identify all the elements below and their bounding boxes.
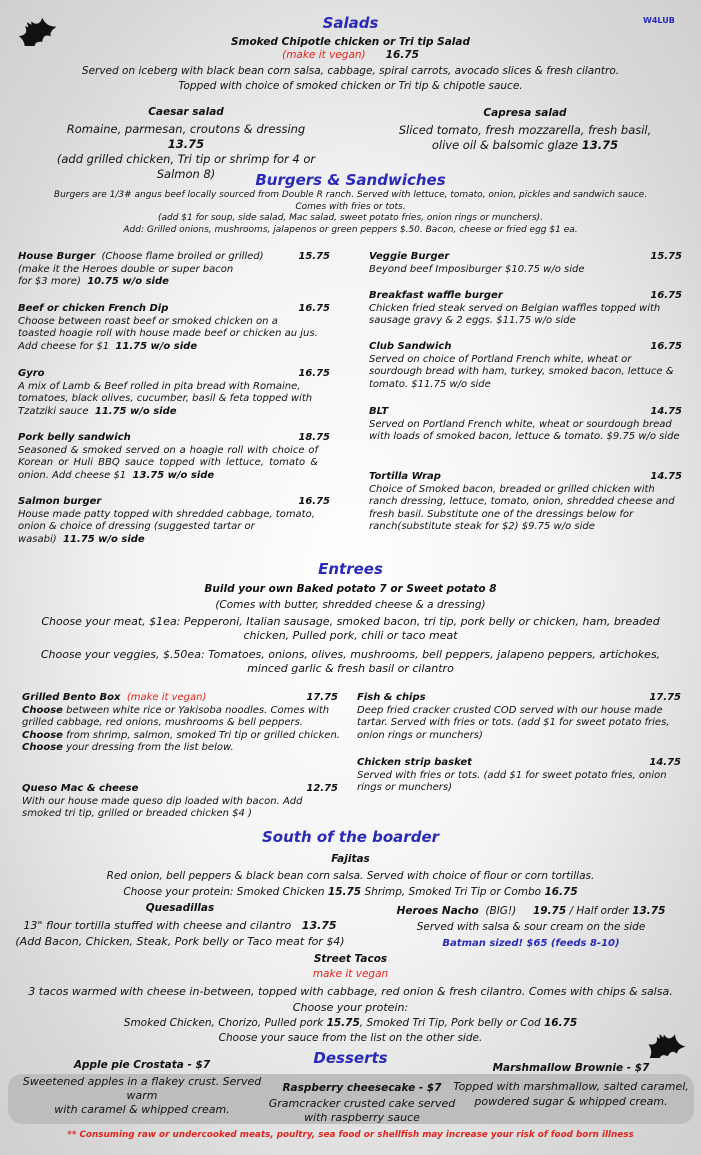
burgers-intro-4: Add: Grilled onions, mushrooms, jalapenos or green peppers $.50. Bacon, cheese or fried egg $1 ea. — [123, 224, 578, 235]
nacho-half: / Half order — [566, 905, 633, 917]
chipotle-salad — [0, 36, 701, 93]
menu-item — [22, 783, 338, 821]
menu-item — [18, 303, 330, 353]
choose-word: Choose — [22, 742, 63, 753]
potato-section — [20, 583, 681, 676]
item-name: Breakfast waffle burger — [369, 290, 503, 301]
fajitas-price: 16.75 — [544, 886, 578, 898]
item-desc: Choice of Smoked bacon, breaded or grilled chicken with ranch dressing, lettuce, tomato, onion, shredded cheese and fresh basil. Substitute one of the dressings below for ranch(substitute steak for $2) $9.75 w/o side — [369, 483, 675, 532]
cheesecake-name: Raspberry cheesecake - $7 — [282, 1082, 442, 1094]
item-price: 16.75 — [650, 290, 682, 301]
apple-line2: warm — [126, 1089, 158, 1102]
burgers-intro — [0, 190, 701, 236]
potato-title: Build your own Baked potato 7 or Sweet potato 8 — [204, 583, 497, 595]
nacho-desc: Served with salsa & sour cream on the side — [416, 921, 646, 933]
item-price: 16.75 — [650, 341, 682, 352]
item-tail: 11.75 w/o side — [63, 533, 145, 545]
menu-item — [357, 692, 681, 742]
caesar-line3: Salmon 8) — [156, 167, 216, 181]
tacos-vegan: make it vegan — [312, 968, 389, 980]
item-desc: Choose between roast beef or smoked chicken on a toasted hoagie roll with house made beef or chicken au jus. Add cheese for $1 — [18, 315, 318, 352]
item-price: 16.75 — [298, 303, 330, 314]
tacos-options: Smoked Chicken, Chorizo, Pulled pork — [123, 1017, 327, 1029]
item-desc: A mix of Lamb & Beef rolled in pita bread with Romaine, tomatoes, black olives, cucumber, basil & feta topped with Tzatziki sauce — [18, 380, 313, 417]
chipotle-desc2: Topped with choice of smoked chicken or Tri tip & chipotle sauce. — [178, 80, 523, 92]
burgers-intro-2: Comes with fries or tots. — [295, 201, 406, 212]
caprese-name: Capresa salad — [483, 107, 567, 119]
item-name: Chicken strip basket — [357, 757, 472, 768]
item-name: Queso Mac & cheese — [22, 783, 139, 794]
item-name: Tortilla Wrap — [369, 471, 441, 482]
dessert-brownie — [448, 1062, 694, 1109]
item-desc: Served with fries or tots. (add $1 for sweet potato fries, onion rings or munchers) — [357, 769, 667, 793]
item-desc: (make it the Heroes double or super bacon — [18, 263, 234, 275]
potato-meat: Choose your meat, $1ea: Pepperoni, Italian sausage, smoked bacon, tri tip, pork belly or chicken, ham, breaded chicken, Pulled pork, chili or taco meat — [41, 615, 660, 642]
caesar-name: Caesar salad — [148, 106, 224, 118]
chipotle-salad-name: Smoked Chipotle chicken or Tri tip Salad — [230, 36, 471, 48]
caesar-price: 13.75 — [167, 137, 205, 151]
fajitas-desc: Red onion, bell peppers & black bean corn salsa. Served with choice of flour or corn tortillas. — [106, 870, 595, 882]
item-price: 14.75 — [649, 757, 681, 768]
menu-item — [369, 290, 682, 328]
item-price: 15.75 — [298, 251, 330, 262]
menu-item — [369, 406, 682, 444]
cheesecake-line1: Gramcracker crusted cake served — [268, 1097, 456, 1110]
item-name: Pork belly sandwich — [18, 432, 131, 443]
item-desc: Chicken fried steak served on Belgian waffles topped with sausage gravy & 2 eggs. $11.75 w/o side — [369, 302, 661, 326]
dessert-apple — [14, 1059, 270, 1117]
fajitas-protein: Shrimp, Smoked Tri Tip or Combo — [361, 886, 545, 898]
nacho-batman: Batman sized! $65 (feeds 8-10) — [442, 938, 620, 949]
item-name: Beef or chicken French Dip — [18, 303, 169, 314]
item-vegan: (make it vegan) — [126, 692, 207, 703]
food-safety-warning: ** Consuming raw or undercooked meats, poultry, sea food or shellfish may increase your risk of food born illness — [67, 1130, 634, 1140]
apple-line1: Sweetened apples in a flakey crust. Served — [22, 1075, 262, 1088]
choose-word: Choose — [22, 704, 63, 716]
tacos-name: Street Tacos — [313, 953, 388, 965]
salads-heading: Salads — [322, 14, 379, 32]
item-price: 16.75 — [298, 496, 330, 507]
item-desc: your dressing from the list below. — [62, 742, 234, 753]
caprese-price: 13.75 — [581, 138, 619, 152]
item-desc2: for $3 more) — [18, 276, 81, 287]
apple-line3: with caramel & whipped cream. — [54, 1103, 230, 1116]
cheesecake-line2: with raspberry sauce — [304, 1111, 420, 1124]
item-desc: Beyond beef Imposiburger $10.75 w/o side — [369, 263, 585, 275]
menu-item — [369, 251, 682, 276]
item-name: Gyro — [18, 368, 45, 379]
item-desc: Deep fried cracker crusted COD served with our house made tartar. Served with fries or tots. (add $1 for sweet potato fries, onion rings or munchers) — [357, 704, 670, 741]
potato-sub: (Comes with butter, shredded cheese & a dressing) — [215, 599, 486, 611]
item-desc: With our house made queso dip loaded with bacon. Add smoked tri tip, grilled or breaded chicken $4 ) — [22, 795, 303, 819]
chipotle-vegan: (make it vegan) — [282, 49, 366, 61]
nacho-big: (BIG!) — [485, 905, 517, 917]
item-price: 15.75 — [650, 251, 682, 262]
item-name: Salmon burger — [18, 496, 102, 507]
potato-veggies: Choose your veggies, $.50ea: Tomatoes, onions, olives, mushrooms, bell peppers, jalapeno peppers, artichokes, minced garlic & fresh basil or cilantro — [40, 648, 661, 675]
item-price: 16.75 — [298, 368, 330, 379]
item-name: Club Sandwich — [369, 341, 452, 352]
menu-item — [369, 341, 682, 391]
burgers-intro-3: (add $1 for soup, side salad, Mac salad, sweet potato fries, onion rings or munchers). — [157, 213, 544, 223]
quesadillas-line2: (Add Bacon, Chicken, Steak, Pork belly or Taco meat for $4) — [15, 935, 345, 948]
fajitas-protein: Choose your protein: Smoked Chicken — [123, 886, 328, 898]
tacos-protein: Choose your protein: — [292, 1001, 409, 1014]
corner-tag: W4LUB — [643, 16, 675, 25]
tacos-price: 16.75 — [544, 1017, 578, 1029]
tacos-desc: 3 tacos warmed with cheese in-between, topped with cabbage, red onion & fresh cilantro. Comes with chips & salsa. — [28, 985, 673, 998]
item-desc: Served on Portland French white, wheat or sourdough bread with loads of smoked bacon, lettuce & tomato. $9.75 w/o side — [369, 418, 680, 442]
chipotle-desc1: Served on iceberg with black bean corn salsa, cabbage, spiral carrots, avocado slices & fresh cilantro. — [81, 65, 620, 77]
fajitas-price: 15.75 — [327, 886, 362, 898]
nacho-half-price: 13.75 — [632, 905, 666, 917]
menu-item — [18, 496, 330, 546]
item-price: 17.75 — [649, 692, 681, 703]
caesar-line2: (add grilled chicken, Tri tip or shrimp for 4 or — [56, 152, 316, 166]
tacos-sauce: Choose your sauce from the list on the other side. — [218, 1032, 483, 1044]
menu-item — [357, 757, 681, 795]
item-extra: (Choose flame broiled or grilled) — [101, 251, 264, 262]
item-name: House Burger — [18, 251, 96, 262]
burgers-heading: Burgers & Sandwiches — [255, 171, 446, 189]
entrees-heading: Entrees — [318, 560, 383, 578]
item-desc: Seasoned & smoked served on a hoagie roll with choice of Korean or Huli BBQ sauce topped with lettuce, tomato & onion. Add cheese $1 — [18, 444, 318, 481]
caesar-line1: Romaine, parmesan, croutons & dressing — [66, 122, 306, 136]
item-tail: 10.75 w/o side — [87, 276, 169, 287]
nacho-price: 19.75 — [532, 905, 567, 917]
caprese-salad — [380, 107, 670, 153]
caprese-line2: olive oil & balsomic glaze — [431, 138, 579, 152]
tacos-options: , Smoked Tri Tip, Pork belly or Cod — [359, 1017, 544, 1029]
item-name: Veggie Burger — [369, 251, 450, 262]
chipotle-price: 16.75 — [385, 49, 419, 61]
item-name: Grilled Bento Box — [22, 692, 121, 703]
item-price: 14.75 — [650, 406, 682, 417]
menu-item — [18, 368, 330, 418]
menu-item — [18, 432, 330, 482]
heroes-nacho — [372, 905, 690, 950]
item-price: 14.75 — [650, 471, 682, 482]
street-tacos — [0, 953, 701, 1045]
item-price: 18.75 — [298, 432, 330, 443]
quesadillas-line1: 13" flour tortilla stuffed with cheese and cilantro — [23, 919, 292, 932]
nacho-name: Heroes Nacho — [396, 905, 479, 917]
item-tail: 11.75 w/o side — [94, 405, 177, 417]
quesadillas — [0, 902, 360, 949]
menu-item — [22, 692, 338, 755]
quesadillas-name: Quesadillas — [145, 902, 215, 914]
menu-item — [369, 471, 682, 534]
desserts-heading: Desserts — [313, 1049, 388, 1067]
fajitas — [0, 853, 701, 899]
item-desc: from shrimp, salmon, smoked Tri tip or grilled chicken. — [62, 729, 340, 741]
brownie-line1: Topped with marshmallow, salted caramel, — [453, 1080, 689, 1093]
brownie-line2: powdered sugar & whipped cream. — [474, 1095, 668, 1108]
brownie-name: Marshmallow Brownie - $7 — [492, 1062, 650, 1074]
dessert-cheesecake — [256, 1082, 468, 1125]
item-desc: between white rice or Yakisoba noodles. Comes with grilled cabbage, red onions, mushrooms & bell peppers. — [22, 704, 330, 728]
quesadillas-price: 13.75 — [301, 919, 337, 932]
item-price: 17.75 — [306, 692, 338, 703]
caprese-line1: Sliced tomato, fresh mozzarella, fresh basil, — [398, 123, 652, 137]
item-desc: House made patty topped with shredded cabbage, tomato, onion & choice of dressing (suggested tartar or wasabi) — [18, 508, 315, 545]
tacos-price: 15.75 — [326, 1017, 360, 1029]
south-heading: South of the boarder — [261, 828, 440, 846]
item-tail: 13.75 w/o side — [132, 469, 215, 481]
fajitas-name: Fajitas — [331, 853, 370, 865]
item-price: 12.75 — [306, 783, 338, 794]
apple-name: Apple pie Crostata - $7 — [73, 1059, 211, 1071]
item-tail: 11.75 w/o side — [115, 340, 198, 352]
item-name: Fish & chips — [357, 692, 426, 703]
burgers-intro-1: Burgers are 1/3# angus beef locally sourced from Double R ranch. Served with lettuce, tomato, onion, pickles and sandwich sauce. — [53, 190, 648, 200]
item-name: BLT — [369, 406, 389, 417]
menu-item — [18, 251, 330, 289]
item-desc: Served on choice of Portland French white, wheat or sourdough bread with ham, turkey, smoked bacon, lettuce & tomato. $11.75 w/o side — [369, 353, 674, 390]
choose-word: Choose — [22, 729, 63, 741]
